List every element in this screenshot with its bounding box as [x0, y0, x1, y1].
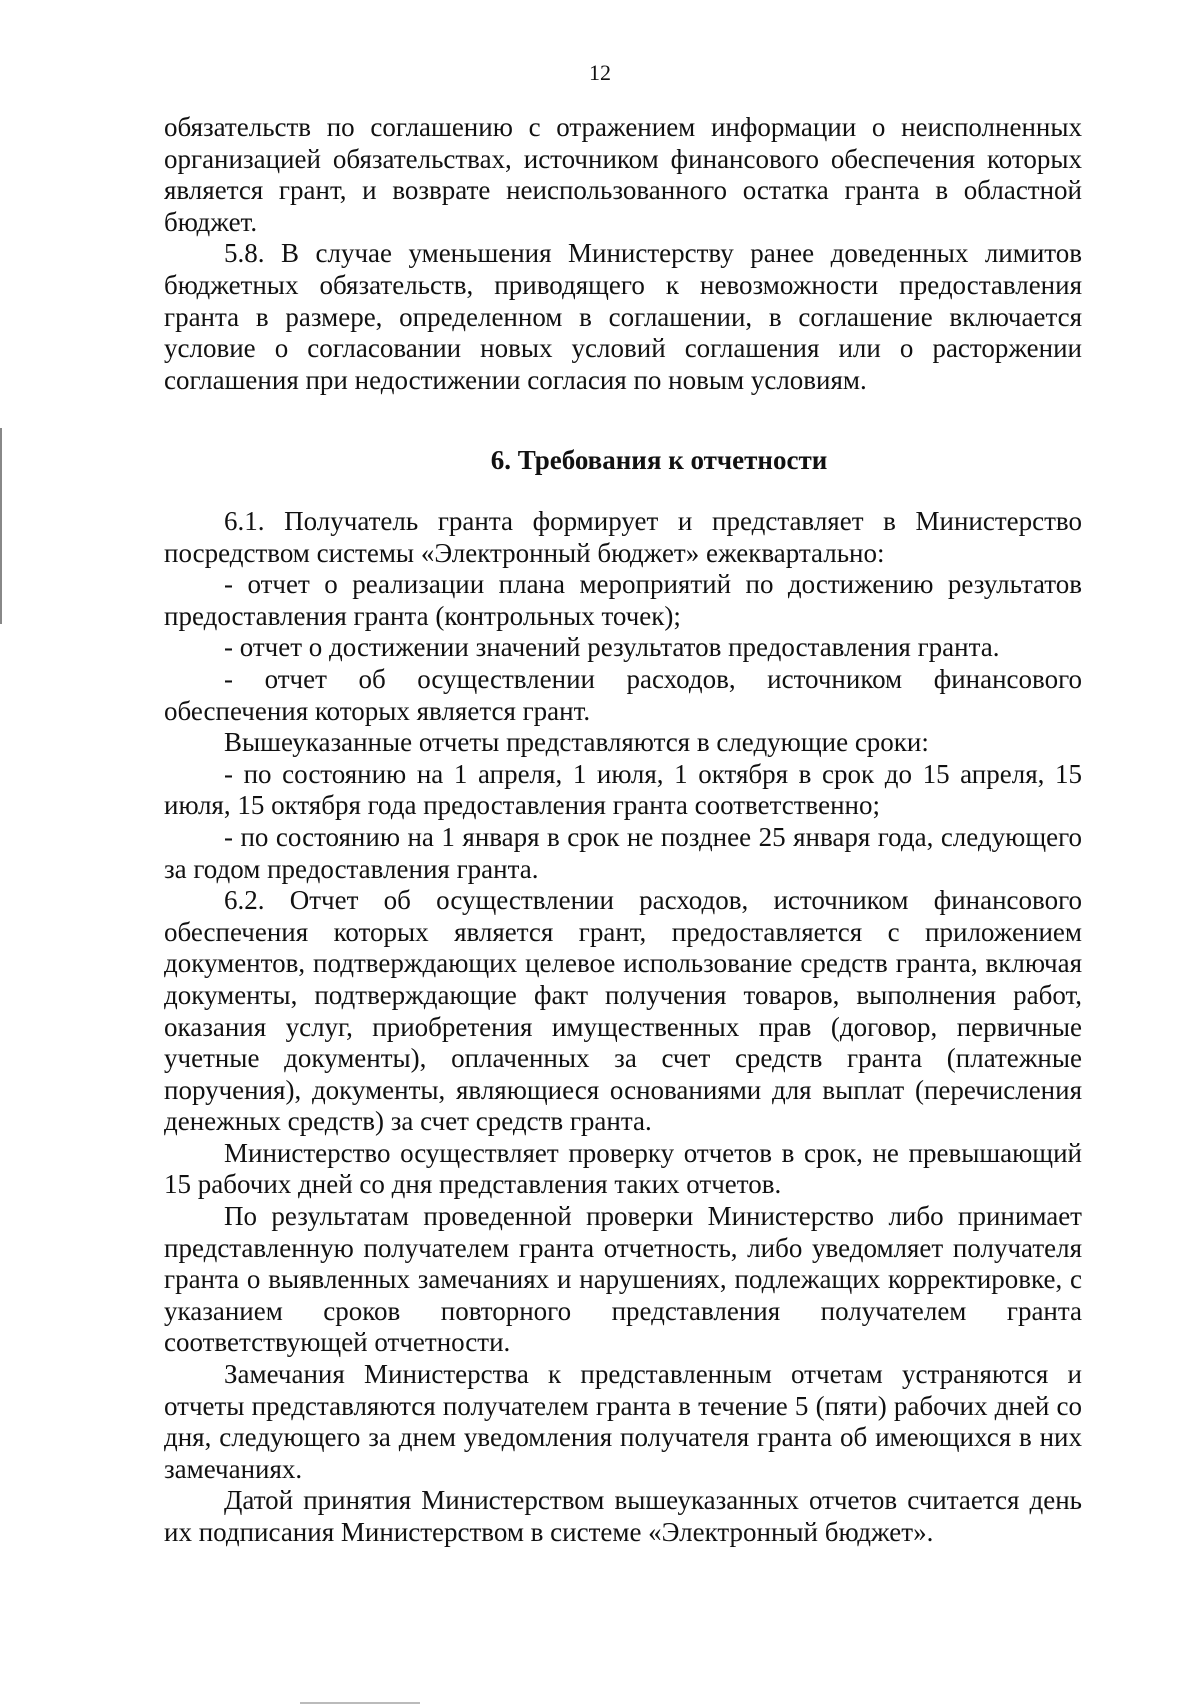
paragraph-deadlines-intro: Вышеуказанные отчеты представляются в следующие сроки: — [224, 727, 929, 758]
paragraph-remarks: Замечания Министерства к представленным отчетам устраняются и отчеты представляются получателем гранта в течение 5 (пяти) рабочих дней со дня, следующего за днем уведомления получателя гранта об имеющихся в них замечаниях. — [164, 1359, 1082, 1484]
list-item-report-expenses: - отчет об осуществлении расходов, источником финансового обеспечения которых является грант. — [164, 663, 1082, 726]
section-heading: 6. Требования к отчетности — [490, 445, 828, 475]
paragraph-acceptance-date: Датой принятия Министерством вышеуказанных отчетов считается день их подписания Министерством в системе «Электронный бюджет». — [164, 1485, 1082, 1547]
list-item-report-results: - отчет о достижении значений результатов предоставления гранта. — [224, 632, 1000, 663]
list-item-annual-deadline: - по состоянию на 1 января в срок не позднее 25 января года, следующего за годом предоставления гранта. — [164, 821, 1082, 884]
page-number: 12 — [589, 60, 611, 85]
paragraph-5-8: 5.8. В случае уменьшения Министерству ранее доведенных лимитов бюджетных обязательств, приводящего к невозможности предоставления гранта в размере, определенном в соглашении, в соглашение включается условие о согласовании новых условий соглашения или о расторжении соглашения при недостижении согласия по новым условиям. — [164, 238, 1082, 395]
list-item-report-plan: - отчет о реализации плана мероприятий по достижению результатов предоставления гранта (контрольных точек); — [164, 569, 1082, 631]
paragraph-continuation: обязательств по соглашению с отражением информации о неисполненных организацией обязательствах, источником финансового обеспечения которых является грант, и возврате неиспользованного остатка гранта в областной бюджет. — [164, 112, 1082, 237]
top-text-block — [164, 112, 1082, 396]
paragraph-6-1: 6.1. Получатель гранта формирует и представляет в Министерство посредством системы «Электронный бюджет» ежеквартально: — [164, 506, 1082, 568]
list-item-quarterly-deadline: - по состоянию на 1 апреля, 1 июля, 1 октября в срок до 15 апреля, 15 июля, 15 октября года предоставления гранта соответственно; — [164, 758, 1082, 821]
paragraph-ministry-check: Министерство осуществляет проверку отчетов в срок, не превышающий 15 рабочих дней со дня представления таких отчетов. — [164, 1137, 1082, 1200]
section-text-block — [164, 506, 1082, 1549]
paragraph-check-results: По результатам проведенной проверки Министерство либо принимает представленную получателем гранта отчетность, либо уведомляет получателя гранта о выявленных замечаниях и нарушениях, подлежащих корректировке, с указанием сроков повторного представления получателем гранта соответствующей отчетности. — [164, 1201, 1082, 1358]
scan-edge-mark — [0, 428, 2, 624]
paragraph-6-2: 6.2. Отчет об осуществлении расходов, источником финансового обеспечения которых является грант, предоставляется с приложением документов, подтверждающих целевое использование средств гранта, включая документы, подтверждающие факт получения товаров, выполнения работ, оказания услуг, приобретения имущественных прав (договор, первичные учетные документы), оплаченных за счет средств гранта (платежные поручения), документы, являющиеся основаниями для выплат (перечисления денежных средств) за счет средств гранта. — [164, 885, 1082, 1137]
